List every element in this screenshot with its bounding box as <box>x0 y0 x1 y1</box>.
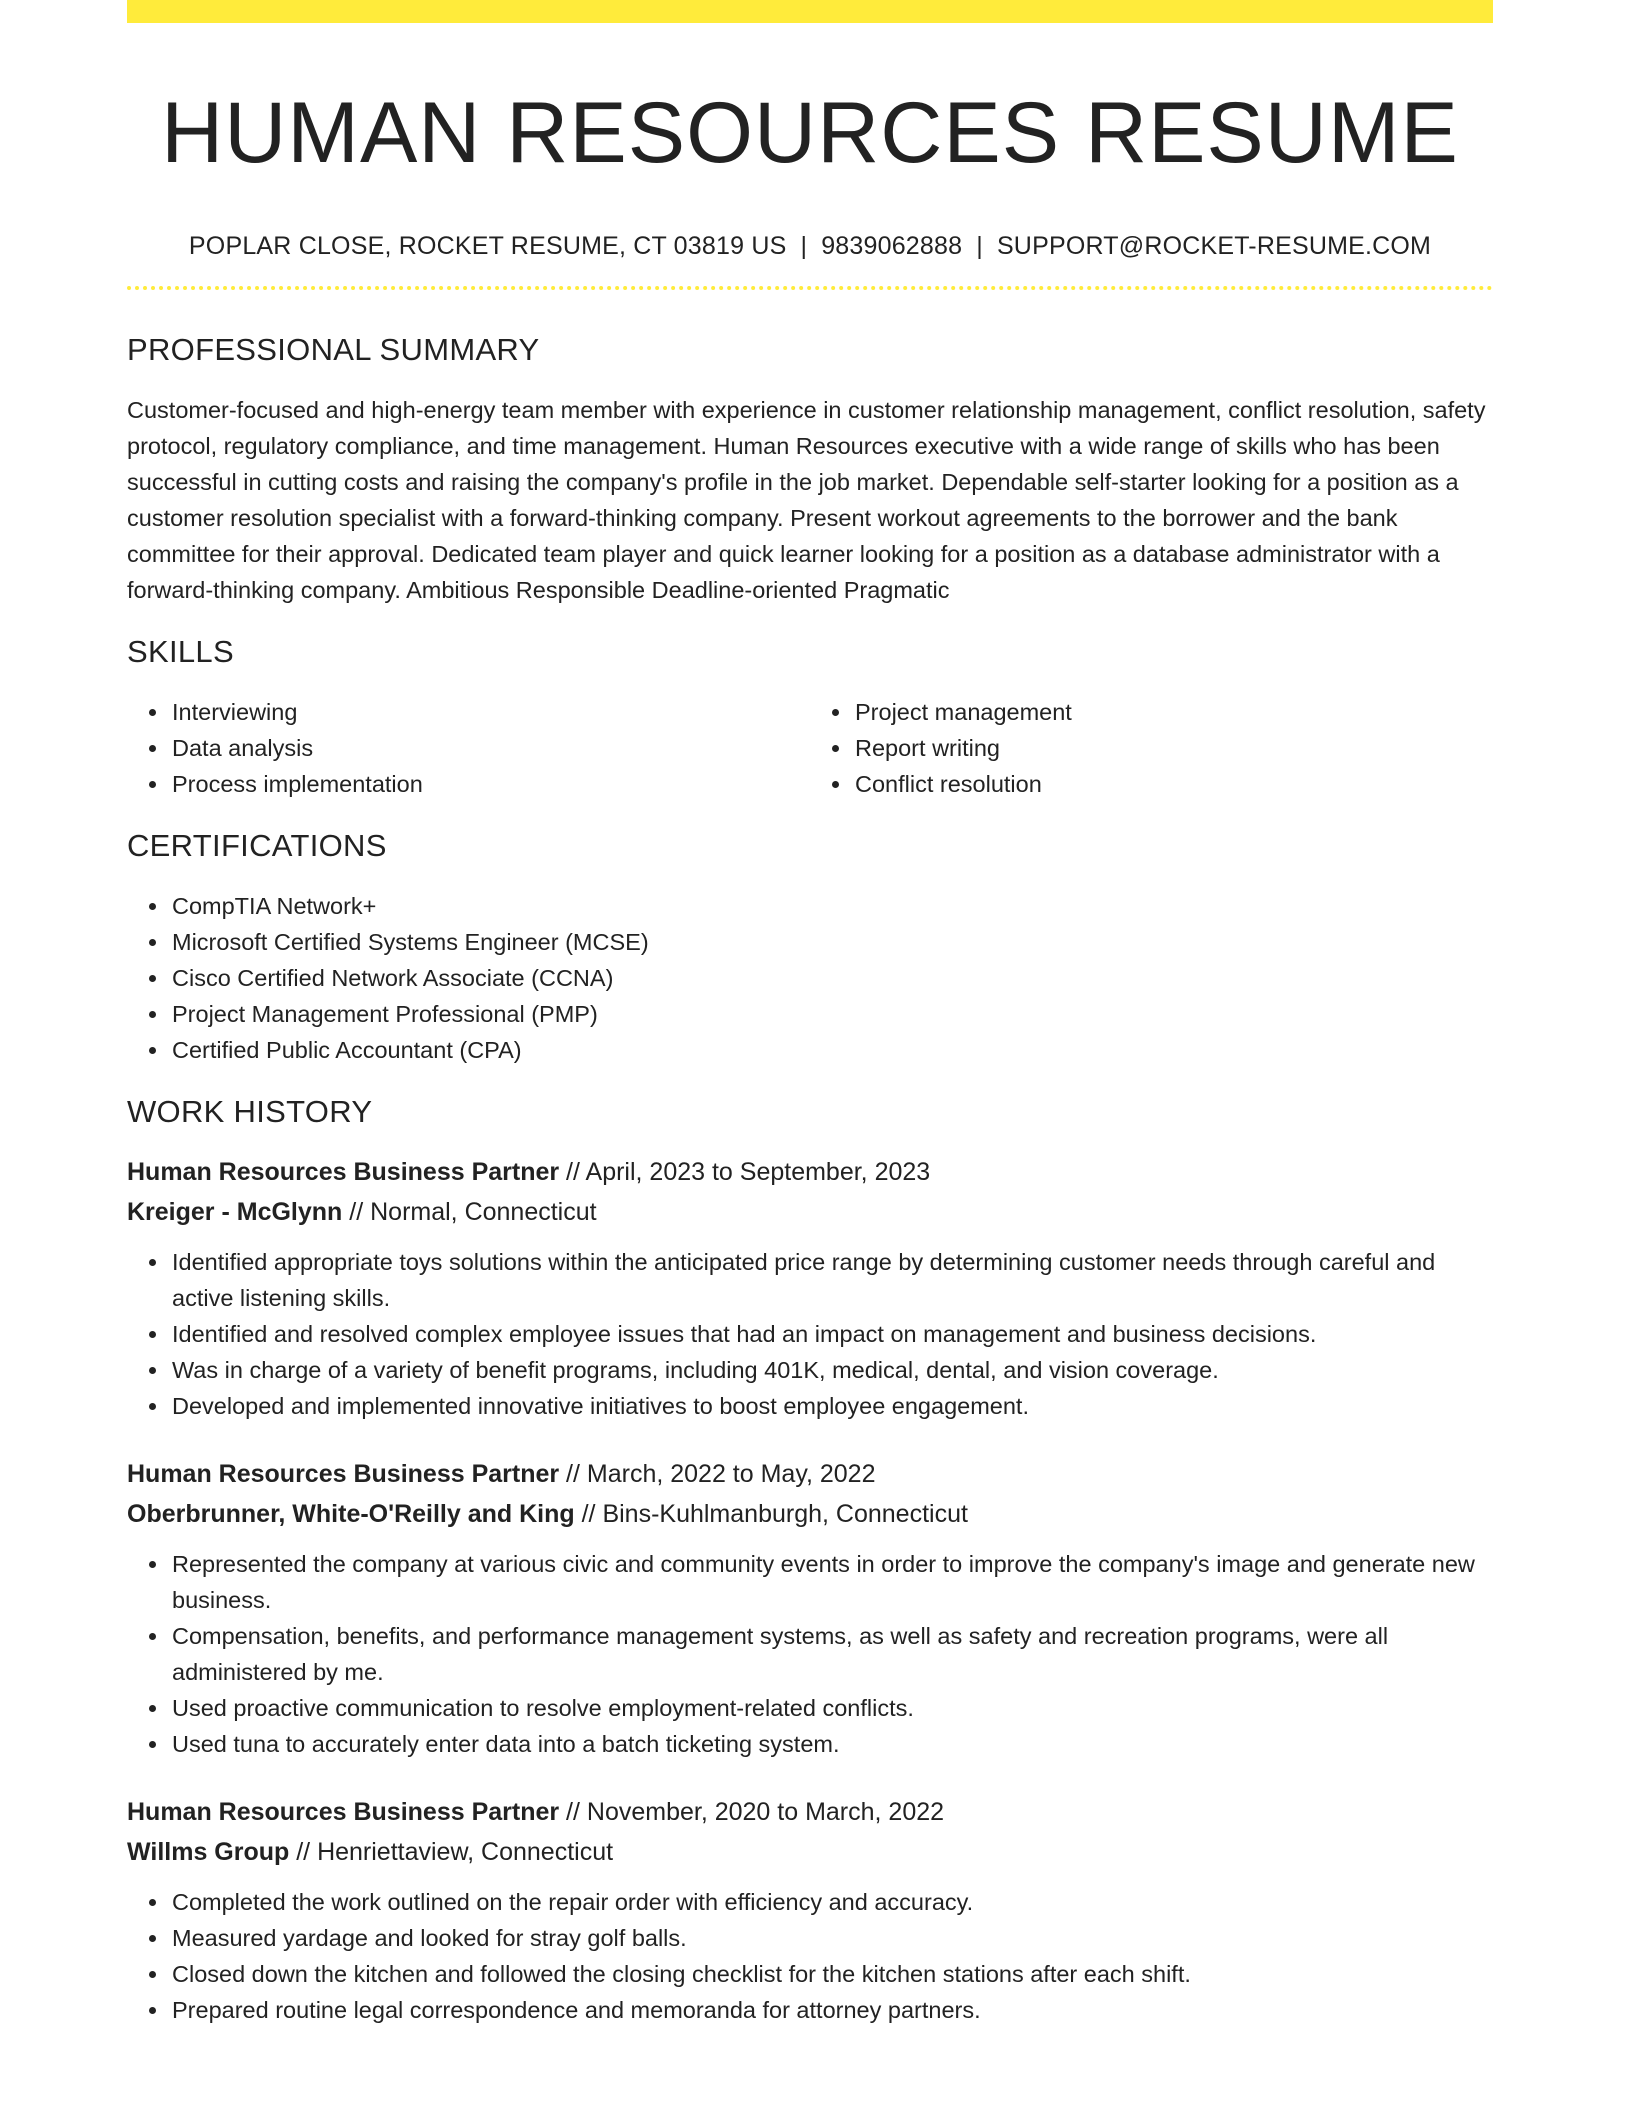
job-location: // Normal, Connecticut <box>342 1198 597 1226</box>
dotted-divider <box>127 286 1493 290</box>
job-entry <box>127 1152 1493 1424</box>
job-company-line <box>127 1832 1493 1872</box>
job-bullet: • Used tuna to accurately enter data into a batch ticketing system. <box>170 1726 1493 1762</box>
summary-heading: PROFESSIONAL SUMMARY <box>127 332 540 367</box>
contact-separator: | <box>976 232 983 260</box>
skills-columns <box>127 694 1493 802</box>
contact-phone: 9839062888 <box>821 232 963 260</box>
job-role-line <box>127 1152 1493 1192</box>
job-bullets <box>127 1546 1493 1762</box>
certification-item: • Project Management Professional (PMP) <box>170 996 1493 1032</box>
resume-title: HUMAN RESOURCES RESUME <box>161 85 1459 181</box>
job-entry <box>127 1792 1493 2028</box>
contact-separator: | <box>800 232 808 260</box>
certifications-list <box>127 888 1493 1068</box>
job-location: // Bins-Kuhlmanburgh, Connecticut <box>574 1500 968 1528</box>
job-bullet: • Prepared routine legal correspondence and memoranda for attorney partners. <box>170 1992 1493 2028</box>
job-bullet: • Was in charge of a variety of benefit programs, including 401K, medical, dental, and vision coverage. <box>170 1352 1493 1388</box>
job-role-line <box>127 1792 1493 1832</box>
job-role: Human Resources Business Partner <box>127 1460 560 1488</box>
job-bullet: • Identified and resolved complex employee issues that had an impact on management and business decisions. <box>170 1316 1493 1352</box>
job-company: Kreiger - McGlynn <box>127 1198 343 1226</box>
contact-address: POPLAR CLOSE, ROCKET RESUME, CT 03819 US <box>188 232 787 260</box>
accent-top-bar <box>127 0 1493 23</box>
certification-item: • CompTIA Network+ <box>170 888 1493 924</box>
job-company: Willms Group <box>127 1838 290 1866</box>
job-role: Human Resources Business Partner <box>127 1158 560 1186</box>
job-company: Oberbrunner, White-O'Reilly and King <box>127 1500 575 1528</box>
job-bullets <box>127 1244 1493 1424</box>
skills-list-left <box>127 694 810 802</box>
skills-list-right <box>810 694 1493 802</box>
job-bullet: • Developed and implemented innovative initiatives to boost employee engagement. <box>170 1388 1493 1424</box>
job-bullets <box>127 1884 1493 2028</box>
job-role: Human Resources Business Partner <box>127 1798 560 1826</box>
job-role-line <box>127 1454 1493 1494</box>
skill-item: • Project management <box>853 694 1493 730</box>
job-bullet: • Identified appropriate toys solutions within the anticipated price range by determining customer needs through careful and active listening skills. <box>170 1244 1493 1316</box>
job-bullet: • Closed down the kitchen and followed the closing checklist for the kitchen stations after each shift. <box>170 1956 1493 1992</box>
job-bullet: • Represented the company at various civic and community events in order to improve the company's image and generate new business. <box>170 1546 1493 1618</box>
certifications-heading: CERTIFICATIONS <box>127 828 387 863</box>
job-bullet: • Used proactive communication to resolve employment-related conflicts. <box>170 1690 1493 1726</box>
certification-item: • Microsoft Certified Systems Engineer (MCSE) <box>170 924 1493 960</box>
skill-item: • Data analysis <box>170 730 810 766</box>
job-dates: // March, 2022 to May, 2022 <box>559 1460 876 1488</box>
job-dates: // April, 2023 to September, 2023 <box>559 1158 931 1186</box>
contact-email: SUPPORT@ROCKET-RESUME.COM <box>996 232 1432 260</box>
skill-item: • Report writing <box>853 730 1493 766</box>
job-company-line <box>127 1192 1493 1232</box>
job-bullet: • Compensation, benefits, and performance management systems, as well as safety and recreation programs, were all administered by me. <box>170 1618 1493 1690</box>
contact-line <box>127 229 1493 263</box>
job-company-line <box>127 1494 1493 1534</box>
job-bullet: • Completed the work outlined on the repair order with efficiency and accuracy. <box>170 1884 1493 1920</box>
job-dates: // November, 2020 to March, 2022 <box>559 1798 945 1826</box>
skill-item: • Conflict resolution <box>853 766 1493 802</box>
skills-heading: SKILLS <box>127 634 234 669</box>
certification-item: • Certified Public Accountant (CPA) <box>170 1032 1493 1068</box>
summary-text: Customer-focused and high-energy team member with experience in customer relationship management, conflict resolution, safety protocol, regulatory compliance, and time management. Human Resources executive with a wide range of skills who has been successful in cutting costs and raising the company's profile in the job market. Dependable self-starter looking for a position as a customer resolution specialist with a forward-thinking company. Present workout agreements to the borrower and the bank committee for their approval. Dedicated team player and quick learner looking for a position as a database administrator with a forward-thinking company. Ambitious Responsible Deadline-oriented Pragmatic <box>127 397 1486 603</box>
skill-item: • Process implementation <box>170 766 810 802</box>
work-history-heading: WORK HISTORY <box>127 1094 373 1129</box>
job-entry <box>127 1454 1493 1762</box>
job-bullet: • Measured yardage and looked for stray golf balls. <box>170 1920 1493 1956</box>
job-location: // Henriettaview, Connecticut <box>289 1838 614 1866</box>
resume-page <box>127 0 1493 2028</box>
certification-item: • Cisco Certified Network Associate (CCNA) <box>170 960 1493 996</box>
skill-item: • Interviewing <box>170 694 810 730</box>
